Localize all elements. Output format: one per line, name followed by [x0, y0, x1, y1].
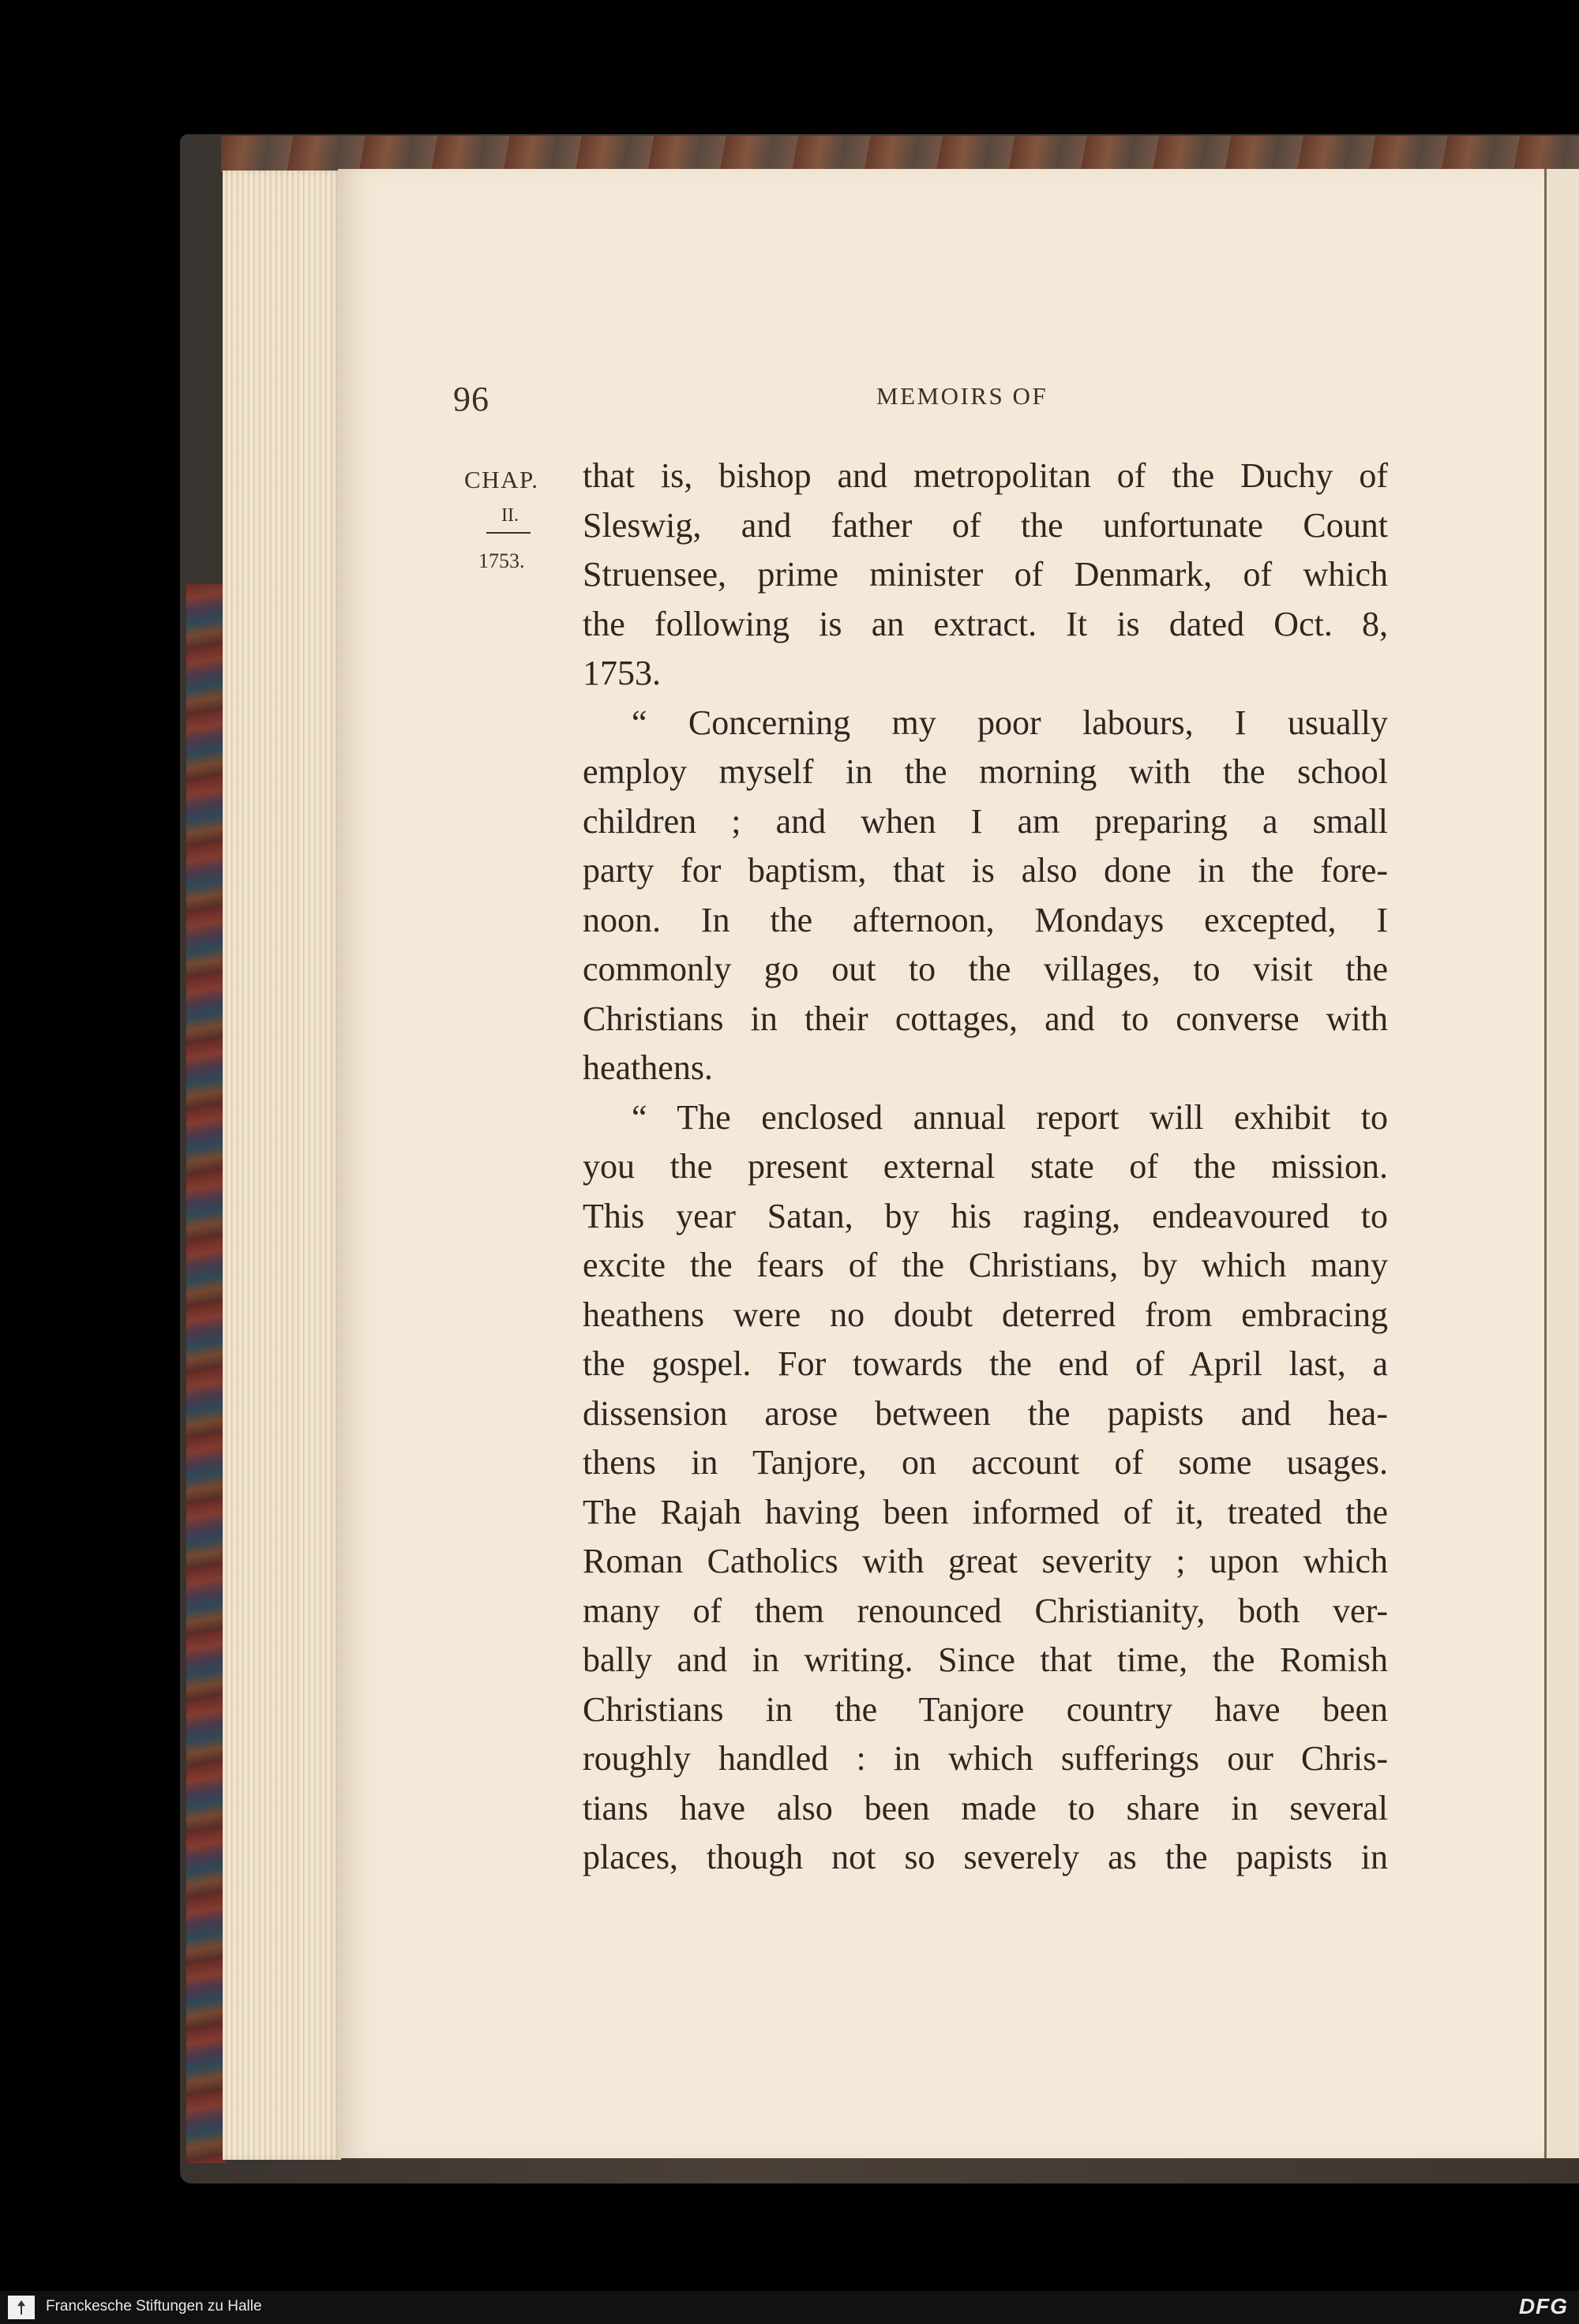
text-line: you the present external state of the mission. — [583, 1147, 1388, 1186]
marbled-cover-edge — [186, 584, 226, 2163]
footer-institution: Franckesche Stiftungen zu Halle — [46, 2298, 262, 2315]
text-line: that is, bishop and metropolitan of the Duchy of — [583, 456, 1388, 495]
text-line: noon. In the afternoon, Mondays excepted, I — [583, 900, 1388, 939]
text-line: “ Concerning my poor labours, I usually — [632, 703, 1388, 742]
text-line: heathens. — [583, 1048, 713, 1087]
text-line: This year Satan, by his raging, endeavoured to — [583, 1196, 1388, 1235]
page-number: 96 — [453, 380, 489, 418]
text-line: Christians in their cottages, and to converse with — [583, 999, 1388, 1038]
text-line: the gospel. For towards the end of April last, a — [583, 1344, 1388, 1383]
text-line: Roman Catholics with great severity ; upon which — [583, 1542, 1388, 1580]
text-line: places, though not so severely as the papists in — [583, 1838, 1388, 1876]
text-line: many of them renounced Christianity, both ver- — [583, 1591, 1388, 1630]
text-line: employ myself in the morning with the school — [583, 752, 1388, 791]
facing-page-edge — [1544, 169, 1579, 2158]
body-text — [583, 452, 1388, 1883]
text-line: Struensee, prime minister of Denmark, of which — [583, 555, 1388, 594]
margin-rule — [486, 532, 531, 534]
text-line: heathens were no doubt deterred from embracing — [583, 1295, 1388, 1334]
text-line: “ The enclosed annual report will exhibit to — [632, 1097, 1388, 1137]
institution-logo-icon — [8, 2296, 35, 2319]
text-line: tians have also been made to share in several — [583, 1788, 1388, 1827]
text-line: Sleswig, and father of the unfortunate Count — [583, 505, 1388, 545]
text-line: the following is an extract. It is dated Oct. 8, — [583, 604, 1388, 643]
text-line: commonly go out to the villages, to visit the — [583, 950, 1388, 988]
text-line: dissension arose between the papists and hea- — [583, 1393, 1388, 1433]
text-line: party for baptism, that is also done in the fore- — [583, 851, 1388, 890]
margin-chapter-label: CHAP. — [464, 466, 539, 493]
text-line: bally and in writing. Since that time, the Romish — [583, 1640, 1388, 1679]
text-line: children ; and when I am preparing a small — [583, 801, 1388, 841]
page-fore-edge — [223, 171, 341, 2160]
text-line: roughly handled : in which sufferings our Chris- — [583, 1739, 1388, 1778]
logo-mark-icon — [17, 2300, 25, 2315]
running-head: MEMOIRS OF — [876, 382, 1048, 410]
margin-year: 1753. — [478, 549, 525, 572]
cover-marbled-band — [221, 136, 1579, 172]
text-line: The Rajah having been informed of it, treated the — [583, 1492, 1388, 1531]
text-line: 1753. — [583, 654, 661, 692]
margin-chapter-number: II. — [501, 505, 519, 526]
text-line: excite the fears of the Christians, by which many — [583, 1246, 1388, 1284]
text-line: Christians in the Tanjore country have been — [583, 1689, 1388, 1729]
dfg-logo: DFG — [1518, 2294, 1568, 2318]
text-line: thens in Tanjore, on account of some usages. — [583, 1443, 1388, 1482]
